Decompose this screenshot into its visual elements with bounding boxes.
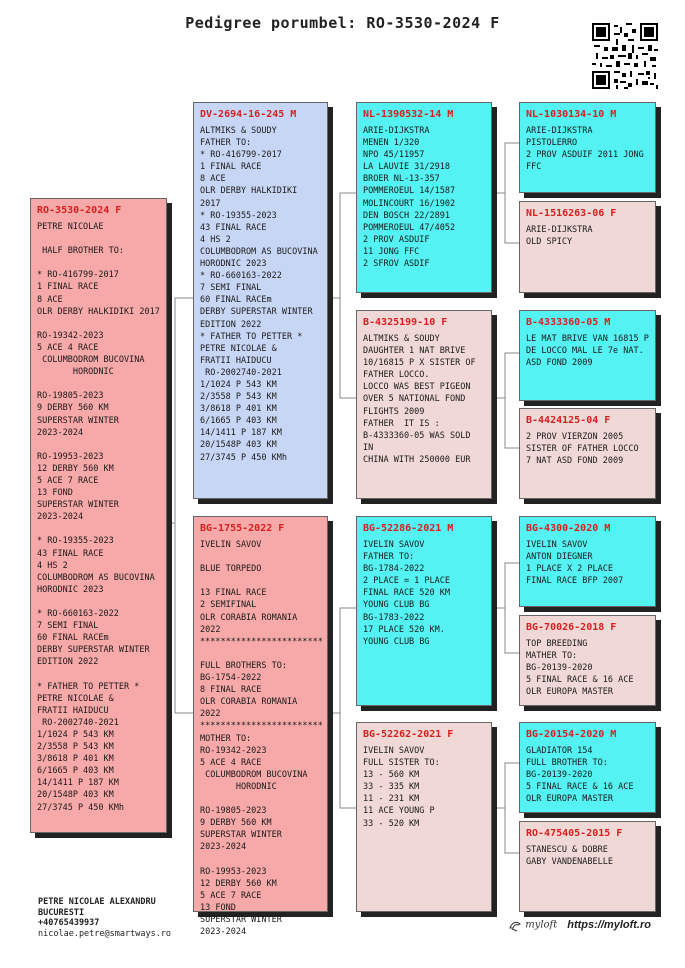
ring-number: BG-1755-2022 F	[200, 523, 285, 534]
pigeon-card-dds[interactable]	[519, 722, 656, 813]
pigeon-details: ALTMIKS & SOUDY DAUGHTER 1 NAT BRIVE 10/16815 P X SISTER OF FATHER LOCCO. LOCCO WAS BEST PIGEON OVER 5 NATIONAL FOND FLIGHTS 2009 FATHER IT IS : B-4333360-05 WAS SOLD IN CHINA WITH 250000 EUR	[363, 334, 476, 465]
ring-number: BG-52262-2021 F	[363, 729, 454, 740]
pigeon-card-sire[interactable]	[193, 102, 328, 499]
pigeon-icon	[508, 918, 522, 932]
ring-number: DV-2694-16-245 M	[200, 109, 297, 120]
breeder-name: PETRE NICOLAE ALEXANDRU	[38, 897, 156, 907]
pigeon-card-ssd[interactable]	[519, 201, 656, 293]
breeder-city: BUCURESTI	[38, 907, 85, 918]
ring-number: NL-1516263-06 F	[526, 208, 617, 219]
pigeon-details: TOP BREEDING MATHER TO: BG-20139-2020 5 FINAL RACE & 16 ACE OLR EUROPA MASTER	[526, 639, 634, 698]
pigeon-card-dam[interactable]	[193, 516, 328, 937]
website-link[interactable]: https://myloft.ro	[567, 919, 651, 931]
pigeon-card-ddd[interactable]	[519, 821, 656, 912]
ring-number: BG-4300-2020 M	[526, 523, 611, 534]
pigeon-card-sss[interactable]	[519, 102, 656, 193]
pigeon-card-dsd[interactable]	[519, 615, 656, 706]
ring-number: NL-1390532-14 M	[363, 109, 454, 120]
pigeon-card-sds[interactable]	[519, 310, 656, 401]
myloft-logo	[508, 918, 557, 932]
brand	[508, 918, 651, 932]
ring-number: NL-1030134-10 M	[526, 109, 617, 120]
ring-number: BG-20154-2020 M	[526, 729, 617, 740]
pigeon-card-sire-dam[interactable]	[356, 310, 492, 499]
page-title: Pedigree porumbel: RO-3530-2024 F	[185, 14, 500, 32]
pigeon-card-dam-dam[interactable]	[356, 722, 492, 912]
breeder-phone: +40765439937	[38, 918, 100, 928]
pigeon-details: IVELIN SAVOV BLUE TORPEDO 13 FINAL RACE 2 SEMIFINAL OLR CORABIA ROMANIA 2022 ************************ FULL BROTHERS TO: BG-1754-2022 8 FINAL RACE OLR CORABIA ROMANIA 2022 ************************ MOTHER TO: RO-19342-2023 5 ACE 4 RACE COLUMBODROM BUCOVINA HORODNIC RO-19805-2023 9 DERBY 560 KM SUPERSTAR WINTER 2023-2024 RO-19953-2023 12 DERBY 560 KM 5 ACE 7 RACE 13 FOND SUPERSTAR WINTER 2023-2024	[200, 540, 323, 937]
ring-number: B-4325199-10 F	[363, 317, 448, 328]
ring-number: B-4333360-05 M	[526, 317, 611, 328]
pigeon-card-dam-sire[interactable]	[356, 516, 492, 706]
pigeon-card-subject[interactable]	[30, 198, 167, 833]
pigeon-details: ARIE-DIJKSTRA OLD SPICY	[526, 225, 593, 248]
pigeon-details: 2 PROV VIERZON 2005 SISTER OF FATHER LOCCO 7 NAT ASD FOND 2009	[526, 432, 639, 467]
pigeon-details: IVELIN SAVOV ANTON DIEGNER 1 PLACE X 2 PLACE FINAL RACE BFP 2007	[526, 540, 624, 587]
pigeon-card-dss[interactable]	[519, 516, 656, 607]
pigeon-details: STANESCU & DOBRE GABY VANDENABELLE	[526, 845, 613, 868]
pigeon-details: PETRE NICOLAE HALF BROTHER TO: * RO-416799-2017 1 FINAL RACE 8 ACE OLR DERBY HALKIDIKI 2017 RO-19342-2023 5 ACE 4 RACE COLUMBODROM BUCOVINA HORODNIC RO-19805-2023 9 DERBY 560 KM SUPERSTAR WINTER 2023-2024 RO-19953-2023 12 DERBY 560 KM 5 ACE 7 RACE 13 FOND SUPERSTAR WINTER 2023-2024 * RO-19355-2023 43 FINAL RACE 4 HS 2 COLUMBODROM AS BUCOVINA HORODNIC 2023 * RO-660163-2022 7 SEMI FINAL 60 FINAL RACEm DERBY SUPERSTAR WINTER EDITION 2022 * FATHER TO PETTER * PETRE NICOLAE & FRATII HAIDUCU RO-2002740-2021 1/1024 P 543 KM 2/3558 P 543 KM 3/8618 P 401 KM 6/1665 P 403 KM 14/1411 P 187 KM 20/1548P 403 KM 27/3745 P 450 KMh	[37, 222, 160, 813]
pigeon-card-sdd[interactable]	[519, 408, 656, 499]
myloft-logo-text: myloft	[525, 919, 558, 931]
pigeon-details: ARIE-DIJKSTRA PISTOLERRO 2 PROV ASDUIF 2011 JONG FFC	[526, 126, 644, 173]
pigeon-details: GLADIATOR 154 FULL BROTHER TO: BG-20139-2020 5 FINAL RACE & 16 ACE OLR EUROPA MASTER	[526, 746, 634, 805]
pigeon-details: ARIE-DIJKSTRA MENEN 1/320 NPO 45/11957 LA LAUVIE 31/2918 BROER NL-13-357 POMMEROEUL 14/1587 MOLINCOURT 16/1902 DEN BOSCH 22/2891 POMMEROEUL 47/4052 2 PROV ASDUIF 11 JONG FFC 2 SFROV ASDIF	[363, 126, 456, 270]
breeder-email[interactable]: nicolae.petre@smartways.ro	[38, 928, 172, 939]
pigeon-details: ALTMIKS & SOUDY FATHER TO: * RO-416799-2017 1 FINAL RACE 8 ACE OLR DERBY HALKIDIKI 2017 * RO-19355-2023 43 FINAL RACE 4 HS 2 COLUMBODROM AS BUCOVINA HORODNIC 2023 * RO-660163-2022 7 SEMI FINAL 60 FINAL RACEm DERBY SUPERSTAR WINTER EDITION 2022 * FATHER TO PETTER * PETRE NICOLAE & FRATII HAIDUCU RO-2002740-2021 1/1024 P 543 KM 2/3558 P 543 KM 3/8618 P 401 KM 6/1665 P 403 KM 14/1411 P 187 KM 20/1548P 403 KM 27/3745 P 450 KMh	[200, 126, 318, 463]
breeder-contact	[38, 897, 171, 939]
ring-number: RO-3530-2024 F	[37, 205, 122, 216]
ring-number: BG-70026-2018 F	[526, 622, 617, 633]
pigeon-details: IVELIN SAVOV FATHER TO: BG-1784-2022 2 PLACE = 1 PLACE FINAL RACE 520 KM YOUNG CLUB BG BG-1783-2022 17 PLACE 520 KM. YOUNG CLUB BG	[363, 540, 450, 647]
pigeon-details: LE MAT BRIVE VAN 16815 P DE LOCCO MAL LE 7e NAT. ASD FOND 2009	[526, 334, 649, 369]
ring-number: RO-475405-2015 F	[526, 828, 623, 839]
ring-number: BG-52286-2021 M	[363, 523, 454, 534]
ring-number: B-4424125-04 F	[526, 415, 611, 426]
pigeon-card-sire-sire[interactable]	[356, 102, 492, 293]
pigeon-details: IVELIN SAVOV FULL SISTER TO: 13 - 560 KM 33 - 335 KM 11 - 231 KM 11 ACE YOUNG P 33 - 520 KM	[363, 746, 440, 829]
